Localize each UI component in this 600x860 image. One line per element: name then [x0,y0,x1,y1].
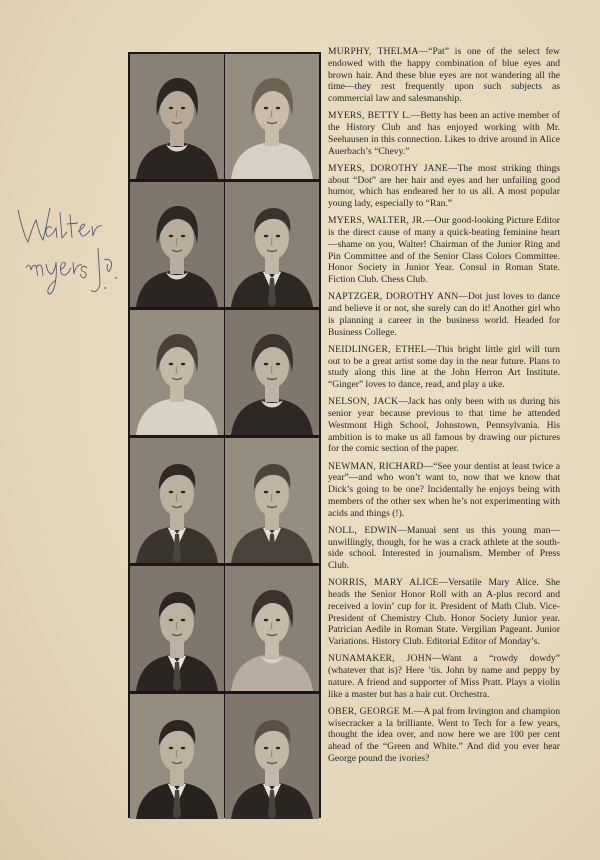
student-bio [328,344,560,391]
student-description: —Want a “rowdy dowdy” (whatever that is)? Here ’tis. John by name and peppy by nature. A friend and supporter of Miss Pratt. Plays a violin like a master but has a hair cut. Orchestra. [328,653,560,700]
student-description: —Manual sent us this young man—unwillingly, though, for he was a crack athlete at the south-side school. Interested in journalism. Member of Press Club. [328,524,560,571]
student-description: —Versatile Mary Alice. She heads the Senior Honor Roll with an A-plus record and received a lovin’ cup for it. President of Math Club. Vice-President of Chemistry Club. Honor Society Junior year. Patrician Aedile in Roman State. Vergilian Pageant. Junior Variations. History Club. Editorial Editor of Monday’s. [328,577,561,647]
student-description: —This bright little girl will turn out to be a great artist some day in the near future. Plans to study along this line at the John Herron Art Institute. “Ginger” loves to dance, read, and play a uke. [328,343,560,390]
student-bio [328,110,560,157]
biography-column [328,46,560,770]
student-bio [328,46,560,105]
student-description: —Jack has only been with us during his senior year because previous to that time he attended Westmont High School, Johnstown, Pennsylvania. His ambition is to make us all famous by drawing our pictures for the comic section of the paper. [328,396,560,455]
student-bio [328,215,560,286]
student-portrait [225,694,319,819]
student-portrait [225,182,319,307]
student-bio [328,396,560,455]
student-name: NORRIS, MARY ALICE [328,577,439,589]
student-description: —Our good-looking Picture Editor is the direct cause of many a quick-beating feminine heart—shame on you, Walter! Chairman of the Junior Ring and Pin Committee and of the Senior Class Colors Committee. Honor Society in Junior Year. Consul in Roman State. Fiction Club. Chess Club. [328,215,561,285]
student-name: MYERS, DOROTHY JANE [328,162,448,174]
student-bio [328,653,560,700]
student-bio [328,291,560,338]
student-description: —The most striking things about “Dot” are her hair and eyes and her unfailing good humor, which has endeared her to us all. A most popular young lady, especially to “Ran.” [328,162,560,209]
student-name: MYERS, BETTY L. [328,110,411,122]
student-bio [328,525,560,572]
student-portrait [130,54,224,179]
student-name: NOLL, EDWIN [328,524,398,536]
student-description: —A pal from Irvington and champion wisecracker a la brilliante. Went to Tech for a few years, thought the idea over, and now here we are 100 per cent ahead of the “Green and White.” And did you ever hear George pound the ivories? [328,705,560,764]
student-portrait [225,54,319,179]
student-portrait [130,566,224,691]
student-name: MYERS, WALTER, JR. [328,215,425,227]
student-description: —“See your dentist at least twice a year”—and who won’t want to, now that we know that Dick’s going to be one? Incidentally he enjoys being with members of the other sex when he’s not experimenting with acids and things (!). [328,460,560,519]
signature-drawing [12,198,132,308]
student-description: —“Pat” is one of the select few endowed with the happy combination of blue eyes and brown hair. And these blue eyes are not wandering all the time—they rest frequently upon such subjects as commercial law and salesmanship. [328,46,560,104]
student-bio [328,577,560,648]
student-name: OBER, GEORGE M. [328,705,414,717]
student-portrait [130,694,224,819]
student-name: NELSON, JACK [328,396,399,408]
student-name: NUNAMAKER, JOHN [328,653,432,665]
student-name: NEWMAN, RICHARD [328,460,424,472]
student-portrait [225,566,319,691]
student-name: NAPTZGER, DOROTHY ANN [328,291,459,303]
student-description: —Betty has been an active member of the History Club and has enjoyed working with Mr. Seehausen in this connection. Likes to drive around in Alice Auerbach’s “Chevy.” [328,110,560,157]
student-name: MURPHY, THELMA [328,46,419,57]
student-name: NEIDLINGER, ETHEL [328,343,427,355]
student-bio [328,706,560,765]
student-bio [328,163,560,210]
student-portrait [225,438,319,563]
student-portrait [130,310,224,435]
student-portrait [130,182,224,307]
portrait-grid [128,52,321,818]
student-bio [328,461,560,520]
student-portrait [225,310,319,435]
student-description: —Dot just loves to dance and believe it or not, she surely can do it! Another girl who is planning a career in the business world. Headed for Business College. [328,291,560,338]
handwritten-signature [12,198,132,308]
student-portrait [130,438,224,563]
